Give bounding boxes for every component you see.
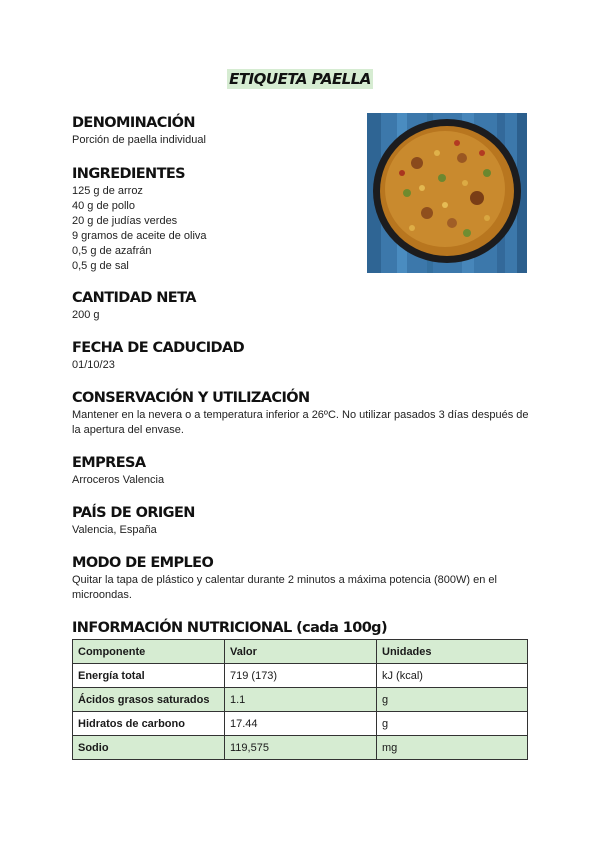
empresa-heading: EMPRESA [72, 455, 146, 471]
ingredient-list [72, 184, 532, 273]
table-header-row [73, 640, 528, 664]
ingredient-item: 0,5 g de sal [72, 259, 129, 272]
empresa-text: Arroceros Valencia [72, 474, 165, 486]
modo-empleo-text: Quitar la tapa de plástico y calentar durante 2 minutos a máxima potencia (800W) en el microondas. [72, 574, 497, 601]
section-conservacion [72, 389, 532, 438]
section-modo-empleo [72, 554, 532, 603]
row-componente: Hidratos de carbono [73, 712, 225, 736]
header-valor: Valor [225, 640, 377, 664]
ingredient-item: 9 gramos de aceite de oliva [72, 229, 207, 242]
table-row [73, 664, 528, 688]
table-row [73, 688, 528, 712]
ingredient-item: 125 g de arroz [72, 185, 143, 197]
table-row [73, 736, 528, 760]
nutricional-heading: INFORMACIÓN NUTRICIONAL (cada 100g) [72, 620, 387, 636]
conservacion-heading: CONSERVACIÓN Y UTILIZACIÓN [72, 390, 310, 406]
header-componente: Componente [73, 640, 225, 664]
pais-origen-text: Valencia, España [72, 524, 157, 536]
header-unidades: Unidades [377, 640, 528, 664]
row-valor: 1.1 [225, 688, 377, 712]
row-unidades: g [377, 688, 528, 712]
fecha-caducidad-heading: FECHA DE CADUCIDAD [72, 340, 245, 356]
cantidad-neta-text: 200 g [72, 309, 100, 321]
section-cantidad-neta [72, 289, 532, 323]
row-valor: 17.44 [225, 712, 377, 736]
row-valor: 719 (173) [225, 664, 377, 688]
row-unidades: kJ (kcal) [377, 664, 528, 688]
section-pais-origen [72, 504, 532, 538]
ingredient-item: 0,5 g de azafrán [72, 244, 152, 257]
section-nutricional [72, 619, 532, 637]
row-unidades: g [377, 712, 528, 736]
row-unidades: mg [377, 736, 528, 760]
cantidad-neta-heading: CANTIDAD NETA [72, 290, 196, 306]
row-componente: Sodio [73, 736, 225, 760]
denominacion-text: Porción de paella individual [72, 134, 206, 146]
table-row [73, 712, 528, 736]
conservacion-text: Mantener en la nevera o a temperatura inferior a 26ºC. No utilizar pasados 3 días después de la apertura del envase. [72, 409, 529, 436]
document-title-text: ETIQUETA PAELLA [229, 70, 371, 88]
section-fecha-caducidad [72, 339, 532, 373]
ingredientes-heading: INGREDIENTES [72, 166, 186, 182]
row-componente: Ácidos grasos saturados [73, 688, 225, 712]
section-empresa [72, 454, 532, 488]
section-ingredientes [72, 165, 532, 273]
ingredient-item: 20 g de judías verdes [72, 214, 178, 227]
modo-empleo-heading: MODO DE EMPLEO [72, 555, 214, 571]
nutrition-table [72, 639, 528, 760]
row-valor: 119,575 [225, 736, 377, 760]
row-componente: Energía total [73, 664, 225, 688]
pais-origen-heading: PAÍS DE ORIGEN [72, 505, 195, 521]
ingredient-item: 40 g de pollo [72, 199, 135, 212]
document-title [0, 70, 600, 89]
fecha-caducidad-text: 01/10/23 [72, 359, 115, 371]
denominacion-heading: DENOMINACIÓN [72, 115, 195, 131]
